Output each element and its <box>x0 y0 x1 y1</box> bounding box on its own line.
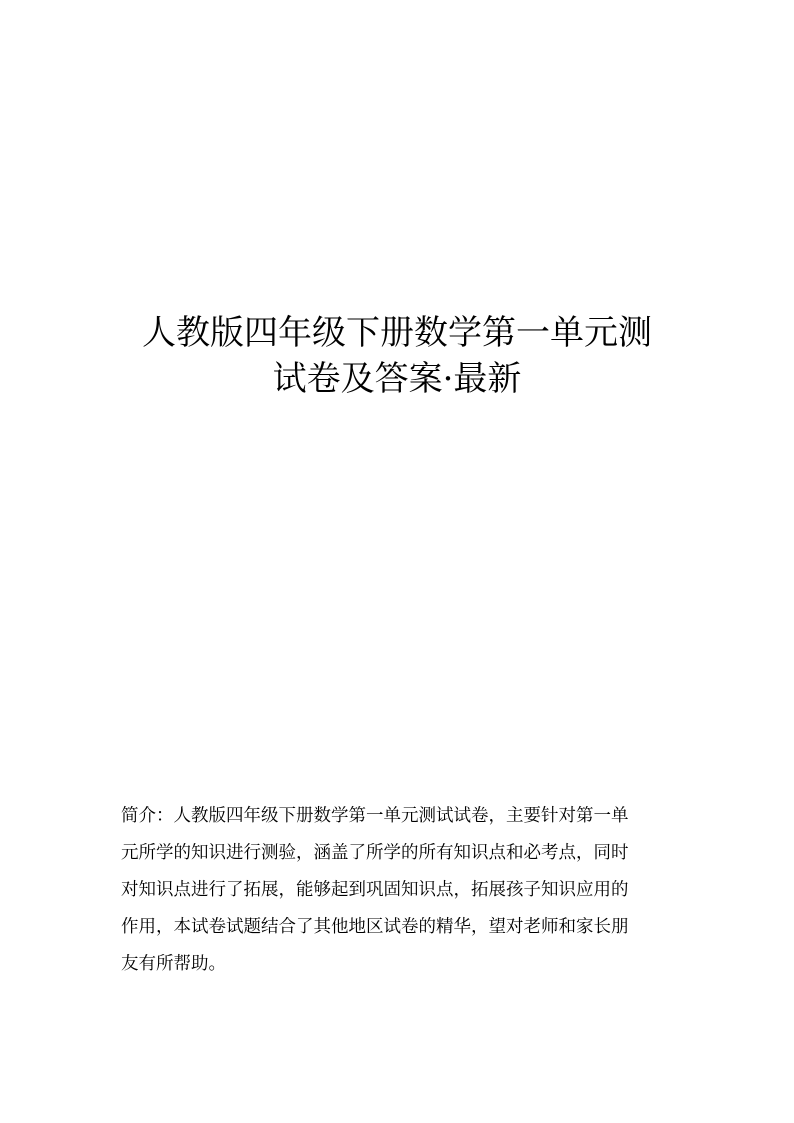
intro-line: 元所学的知识进行测验，涵盖了所学的所有知识点和必考点，同时 <box>121 843 629 863</box>
intro-line: 友有所帮助。 <box>121 954 226 974</box>
document-title <box>100 310 694 402</box>
intro-paragraph <box>121 798 674 983</box>
intro-line: 对知识点进行了拓展，能够起到巩固知识点，拓展孩子知识应用的 <box>121 880 629 900</box>
title-line-1: 人教版四年级下册数学第一单元测 <box>142 313 652 353</box>
intro-line: 作用，本试卷试题结合了其他地区试卷的精华，望对老师和家长朋 <box>121 917 629 937</box>
title-line-2: 试卷及答案·最新 <box>272 359 522 399</box>
intro-line: 简介：人教版四年级下册数学第一单元测试试卷，主要针对第一单 <box>121 806 629 826</box>
